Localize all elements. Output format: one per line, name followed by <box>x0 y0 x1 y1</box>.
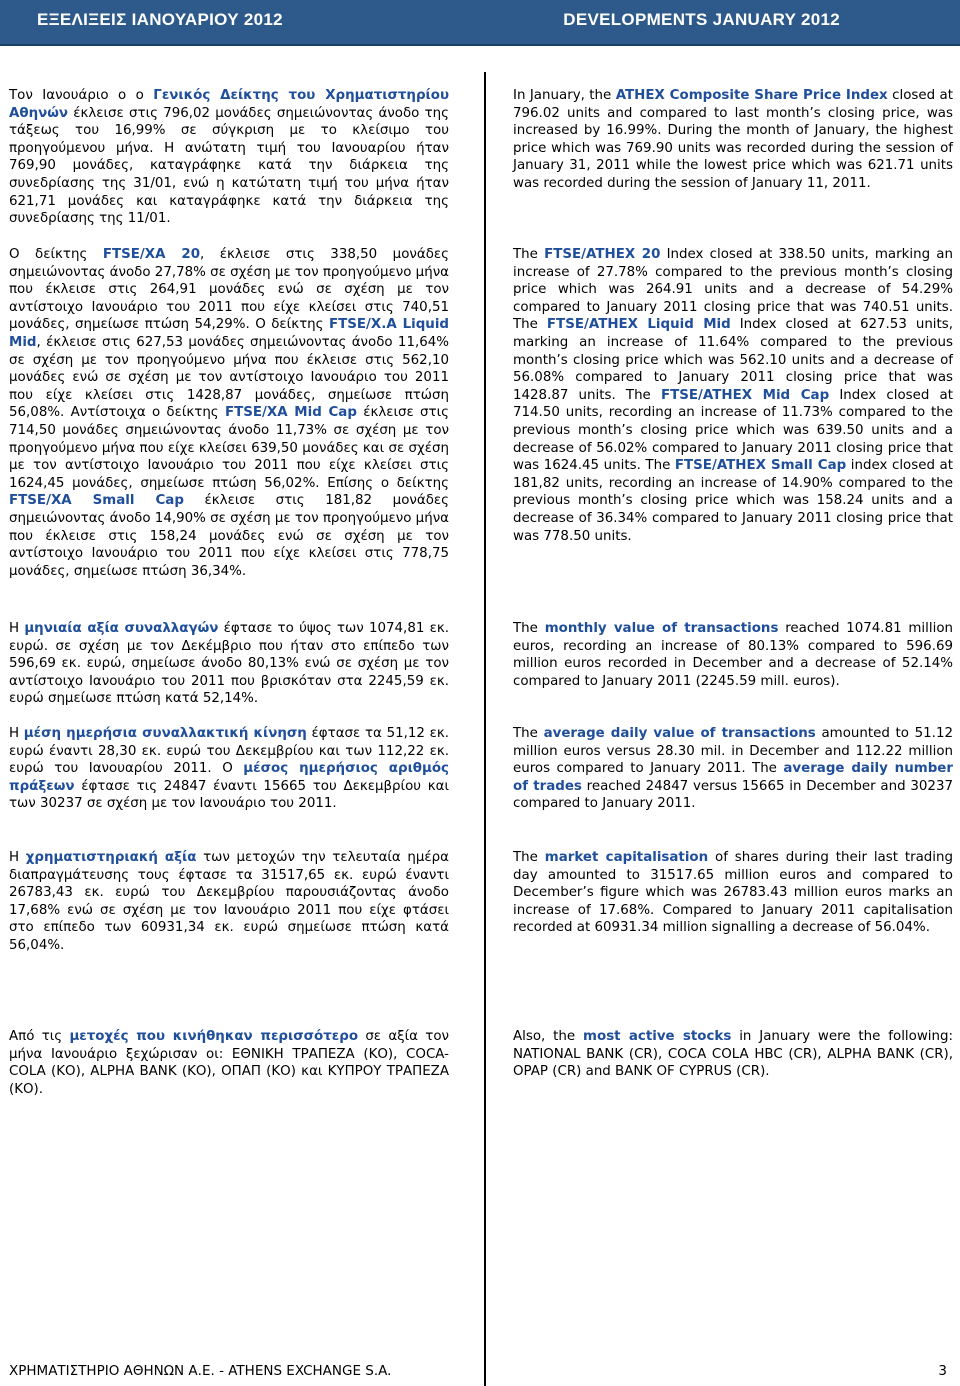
text-run: έφτασε τα 51,12 εκ. ευρώ έναντι 28,30 εκ. ευρώ του Δεκεμβρίου και των 112,22 εκ. ευρώ του Ιανουαρίου 2011. Ο <box>9 726 450 777</box>
footer-company: ΧΡΗΜΑΤΙΣΤΗΡΙΟ ΑΘΗΝΩΝ Α.Ε. - ATHENS EXCHANGE S.A. <box>9 1363 392 1379</box>
page-footer <box>9 1363 951 1381</box>
paragraph-gr-daily-value <box>9 725 449 813</box>
page-header <box>0 0 960 46</box>
keyword-highlight: most active stocks <box>583 1029 732 1044</box>
paragraph-en-monthly-value <box>513 620 953 690</box>
keyword-highlight: FTSE/ATHEX 20 <box>544 247 661 262</box>
keyword-highlight: FTSE/ATHEX Small Cap <box>674 458 847 474</box>
paragraph-gr-index <box>9 87 449 228</box>
keyword-highlight: FTSE/ΧΑ Mid Cap <box>224 405 357 421</box>
text-run: closed at 796.02 units and compared to last month’s closing price, was increased by 16.99%. During the month of January, the highest price which was 769.90 units was recorded during the session of January 31, 2011 while the lowest price which was 621.71 units was recorded during the session of January 11, 2011. <box>513 88 953 191</box>
text-run: , έκλεισε στις 627,53 μονάδες σημειώνοντας άνοδο 11,64% σε σχέση με τον προηγούμενο μήνα που έκλεισε στις 562,10 μονάδες ενώ σε σχέση με τον αντίστοιχο Ιανουάριο του 2011 που είχε κλείσει στις 1428,87 μονάδες, σημείωσε πτώση 56,08%. Αντίστοιχα ο δείκτης <box>9 334 449 421</box>
keyword-highlight: FTSE/ΧΑ 20 <box>102 247 201 262</box>
text-run: amounted to 51.12 million euros versus 28.30 mil. in December and 112.22 million euros compared to January 2011. The <box>513 726 953 777</box>
paragraph-gr-active-stocks <box>9 1028 449 1098</box>
text-run: Η <box>9 621 25 636</box>
text-run: έφτασε το ύψος των 1074,81 εκ. ευρώ. σε σχέση με τον Δεκέμβριο που ήταν στο επίπεδο των 596,69 εκ. ευρώ, σημείωσε άνοδο 80,13% ενώ σε σχέση με τον αντίστοιχο Ιανουάριο του 2011 που βρισκόταν στα 2245,59 εκ. ευρώ σημείωσε πτώση κατά 52,14%. <box>9 621 449 707</box>
text-run: Index closed at 714.50 units, recording an increase of 11.73% compared to the previous month’s closing price which was 639.50 units and a decrease of 56.02% compared to January 2011 closing price that was 1624.45 units. The <box>513 387 953 474</box>
keyword-highlight: market capitalisation <box>544 850 709 865</box>
keyword-highlight: FTSE/Χ.Α Liquid Mid <box>9 317 449 350</box>
keyword-highlight: FTSE/ATHEX Mid Cap <box>660 387 830 403</box>
text-run: Index closed at 338.50 units, marking an increase of 27.78% compared to the previous month’s closing price which was 264.91 units and a decrease of 54.29% compared to January 2011 closing price that was 740.51 units. The <box>513 247 953 333</box>
keyword-highlight: μετοχές που κινήθηκαν περισσότερο <box>69 1029 359 1044</box>
text-run: In January, the <box>513 88 616 103</box>
paragraph-en-capitalisation <box>513 849 953 937</box>
paragraph-gr-capitalisation <box>9 849 449 955</box>
text-run: έφτασε τις 24847 έναντι 15665 του Δεκεμβρίου και των 30237 σε σχέση με τον Ιανουάριο του 2011. <box>9 778 449 812</box>
keyword-highlight: FTSE/ΧΑ Small Cap <box>9 493 184 509</box>
paragraph-en-index <box>513 87 953 193</box>
keyword-highlight: FTSE/ATHEX Liquid Mid <box>546 317 731 333</box>
keyword-highlight: χρηματιστηριακή αξία <box>25 850 197 865</box>
text-run: έκλεισε στις 714,50 μονάδες σημειώνοντας άνοδο 11,73% σε σχέση με τον προηγούμενο μήνα που είχε κλείσει 639,50 μονάδες και σε σχέση με τον αντίστοιχο Ιανουάριο του 2011 που είχε κλείσει στις 1624,45 μονάδες, σημείωσε πτώση 56,02%. Επίσης ο δείκτης <box>9 405 449 491</box>
text-run: έκλεισε στις 181,82 μονάδες σημειώνοντας άνοδο 14,90% σε σχέση με τον προηγούμενο μήνα που έκλεισε στις 158,24 μονάδες ενώ σε σχέση με τον αντίστοιχο Ιανουάριο του 2011 που είχε κλείσει στις 778,75 μονάδες, σημείωσε πτώση 36,34%. <box>9 493 449 579</box>
text-run: Also, the <box>513 1029 584 1044</box>
column-divider <box>484 72 486 1386</box>
text-run: Η <box>9 850 26 865</box>
text-run: index closed at 181,82 units, recording an increase of 14.90% compared to the previous month’s closing price which was 158.24 units and a decrease of 36.34% compared to January 2011 closing price that was 778.50 units. <box>513 458 953 544</box>
paragraph-en-active-stocks <box>513 1028 953 1081</box>
text-run: reached 1074.81 million euros, recording an increase of 80.13% compared to 596.69 million euros recorded in December and a decrease of 52.14% compared to January 2011 (2245.59 mill. euros). <box>513 621 953 689</box>
header-title-greek: ΕΞΕΛΙΞΕΙΣ ΙΑΝΟΥΑΡΙΟΥ 2012 <box>37 10 283 29</box>
keyword-highlight: average daily value of transactions <box>543 726 816 741</box>
text-run: The <box>513 621 545 636</box>
paragraph-en-daily-value <box>513 725 953 813</box>
text-run: reached 24847 versus 15665 in December and 30237 compared to January 2011. <box>513 778 953 812</box>
keyword-highlight: μέσος ημερήσιος αριθμός πράξεων <box>9 761 449 794</box>
keyword-highlight: monthly value of transactions <box>544 621 779 636</box>
text-run: των μετοχών την τελευταία ημέρα διαπραγμάτευσης τους έφτασε τα 31517,65 εκ. ευρώ έναντι 26783,43 εκ. ευρώ του Δεκεμβρίου παρουσιάζοντας άνοδο 17,68% ενώ σε σχέση με τον Ιανουάριο 2011 που είχε φτάσει στο επίπεδο των 60931,34 εκ. ευρώ σημείωσε πτώση κατά 56,04%. <box>9 850 449 953</box>
paragraph-en-ftse <box>513 246 953 545</box>
paragraph-gr-ftse <box>9 246 449 580</box>
keyword-highlight: μηνιαία αξία συναλλαγών <box>24 621 219 636</box>
text-run: , έκλεισε στις 338,50 μονάδες σημειώνοντας άνοδο 27,78% σε σχέση με τον προηγούμενο μήνα που έκλεισε στις 264,91 μονάδες ενώ σε σχέση με τον αντίστοιχο Ιανουάριο του 2011 που είχε κλείσει στις 740,51 μονάδες, σημείωσε πτώση 54,29%. Ο δείκτης <box>9 247 449 333</box>
text-run: έκλεισε στις 796,02 μονάδες σημειώνοντας άνοδο της τάξεως του 16,99% σε σύγκριση με το κλείσιμο του προηγούμενου μήνα. Η ανώτατη τιμή του Ιανουαρίου ήταν 769,90 μονάδες, καταγράφηκε κατά την διάρκεια της συνεδρίασης της 31/01, ενώ η κατώτατη τιμή του μήνα ήταν 621,71 μονάδες και καταγράφηκε κατά την διάρκεια της συνεδρίασης της 11/01. <box>9 105 449 227</box>
header-title-english: DEVELOPMENTS JANUARY 2012 <box>563 10 840 29</box>
keyword-highlight: μέση ημερήσια συναλλακτική κίνηση <box>23 726 307 741</box>
paragraph-gr-monthly-value <box>9 620 449 708</box>
page-number: 3 <box>938 1363 947 1379</box>
text-run: Ο δείκτης <box>9 247 103 262</box>
text-run: in January were the following: NATIONAL BANK (CR), COCA COLA HBC (CR), ALPHA BANK (CR), OPAP (CR) and BANK OF CYPRUS (CR). <box>513 1029 953 1080</box>
text-run: Index closed at 627.53 units, marking an increase of 11.64% compared to the previous month’s closing price which was 562.10 units and a decrease of 56.08% compared to January 2011 closing price that was 1428.87 units. The <box>513 317 954 403</box>
text-run: The <box>513 726 544 741</box>
keyword-highlight: Γενικός Δείκτης του Χρηματιστηρίου Αθηνών <box>9 88 450 121</box>
keyword-highlight: ATHEX Composite Share Price Index <box>615 88 888 103</box>
text-run: of shares during their last trading day amounted to 31517.65 million euros and compared to December’s figure which was 26783.43 million euros marks an increase of 17.68%. Compared to January 2011 capitalisation recorded at 60931.34 million signalling a decrease of 56.04%. <box>513 850 954 936</box>
keyword-highlight: average daily number of trades <box>513 761 953 794</box>
text-run: Η <box>9 726 24 741</box>
text-run: Τον Ιανουάριο ο ο <box>9 88 154 103</box>
text-run: The <box>513 850 545 865</box>
text-run: σε αξία τον μήνα Ιανουάριο ξεχώρισαν οι: ΕΘΝΙΚΗ ΤΡΑΠΕΖΑ (ΚΟ), COCA-COLA (ΚΟ), ALPHA BANK (ΚΟ), ΟΠΑΠ (ΚΟ) και ΚΥΠΡΟΥ ΤΡΑΠΕΖΑ (ΚΟ). <box>9 1029 449 1097</box>
text-run: The <box>513 247 545 262</box>
text-run: Από τις <box>9 1029 70 1044</box>
